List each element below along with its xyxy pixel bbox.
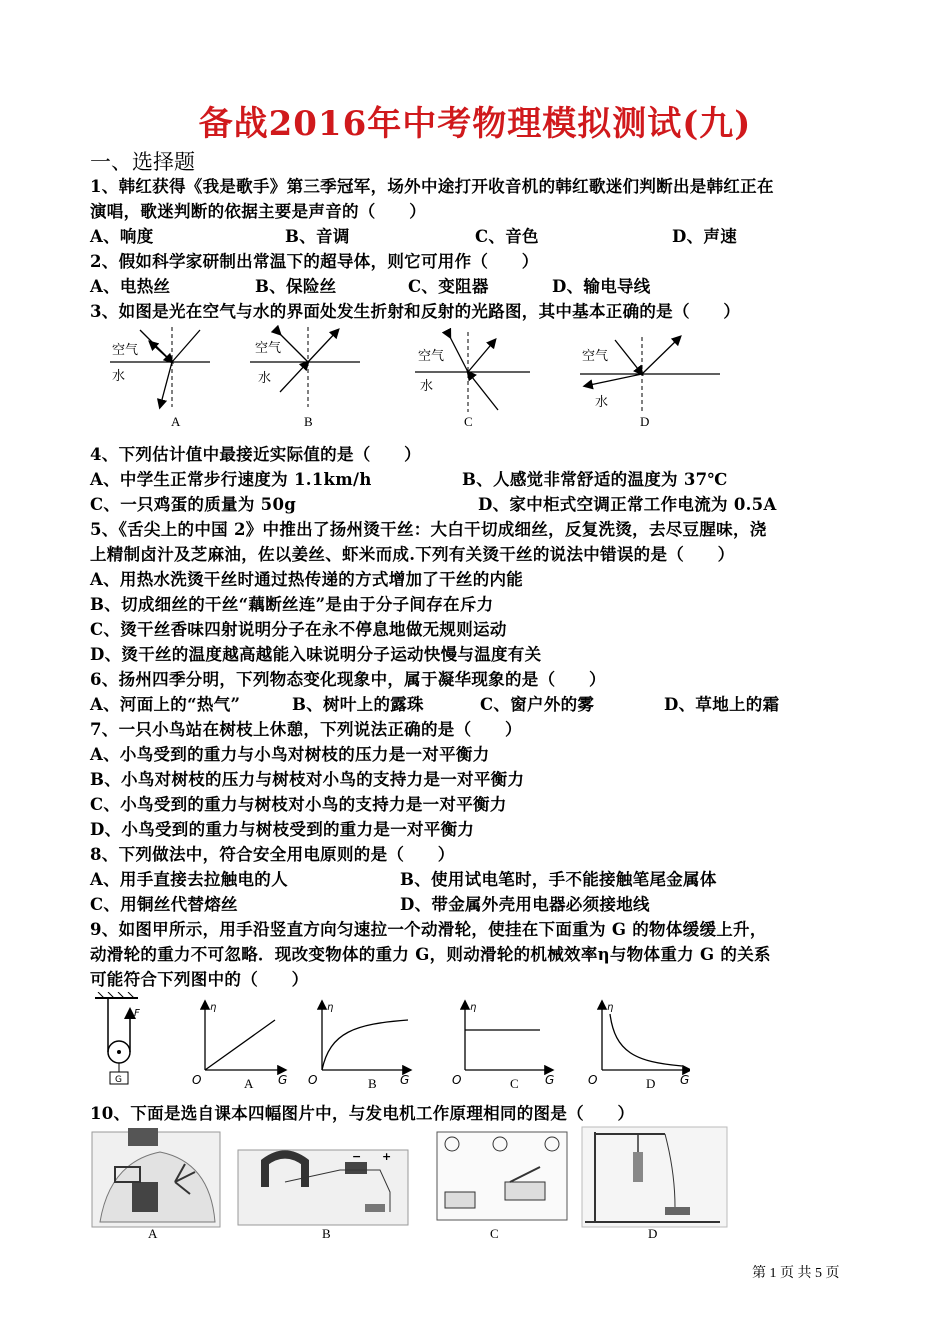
q3-b-air-label: 空气 <box>255 341 282 356</box>
q7-option-c: C、小鸟受到的重力与树枝对小鸟的支持力是一对平衡力 <box>90 795 507 814</box>
q6-options <box>90 691 870 713</box>
q9-c-g: G <box>545 1073 555 1087</box>
q9-label-d: D <box>646 1076 656 1091</box>
svg-text:−: − <box>352 1150 362 1163</box>
q8-option-b: B、使用试电笔时，手不能接触笔尾金属体 <box>400 870 717 889</box>
q9-label-a: A <box>244 1076 254 1091</box>
q5-stem-line2: 上精制卤汁及芝麻油，佐以姜丝、虾米而成.下列有关烫干丝的说法中错误的是（ ） <box>90 545 735 564</box>
q3-figure-c <box>415 332 530 412</box>
q1-options <box>90 223 870 245</box>
q10-label-a: A <box>148 1226 158 1241</box>
q9-d-origin: O <box>588 1073 598 1087</box>
q7-option-b: B、小鸟对树枝的压力与树枝对小鸟的支持力是一对平衡力 <box>90 770 525 789</box>
q3-c-water-label: 水 <box>420 379 434 394</box>
q9-c-origin: O <box>452 1073 462 1087</box>
q3-figure-a <box>110 327 210 407</box>
q9-graph-b <box>308 1002 410 1087</box>
q9-pulley-f-label: F <box>134 1008 140 1019</box>
q9-b-g: G <box>400 1073 410 1087</box>
q4-option-c: C、一只鸡蛋的质量为 50g <box>90 495 297 514</box>
q2-option-a: A、电热丝 <box>90 277 171 296</box>
q10-stem: 10、下面是选自课本四幅图片中，与发电机工作原理相同的图是（ ） <box>90 1104 635 1123</box>
q4-options-row1 <box>90 466 870 488</box>
section-heading: 一、选择题 <box>90 150 195 174</box>
q9-a-eta: η <box>210 1002 217 1013</box>
q9-d-g: G <box>680 1073 690 1087</box>
q1-stem-line1: 1、韩红获得《我是歌手》第三季冠军，场外中途打开收音机的韩红歌迷们判断出是韩红正在 <box>90 177 774 196</box>
q3-a-air-label: 空气 <box>112 343 139 358</box>
q3-stem: 3、如图是光在空气与水的界面处发生折射和反射的光路图，其中基本正确的是（ ） <box>90 302 741 321</box>
q1-option-d: D、声速 <box>672 227 738 246</box>
q3-label-d: D <box>640 414 650 429</box>
page-number-footer: 第 1 页 共 5 页 <box>752 1266 840 1281</box>
q4-option-d: D、家中柜式空调正常工作电流为 0.5A <box>478 495 777 514</box>
q3-label-b: B <box>304 414 313 429</box>
q8-options-row1 <box>90 866 870 888</box>
q9-graph-c <box>452 1002 554 1087</box>
q6-option-b: B、树叶上的露珠 <box>292 695 424 714</box>
q9-graph-a <box>192 1002 287 1087</box>
q9-d-eta: η <box>607 1002 614 1013</box>
q3-figure-d <box>580 337 720 412</box>
q9-stem-line1: 9、如图甲所示，用手沿竖直方向匀速拉一个动滑轮，使挂在下面重为 G 的物体缓缓上升， <box>90 920 767 939</box>
q9-b-eta: η <box>327 1002 334 1013</box>
q8-option-a: A、用手直接去拉触电的人 <box>90 870 288 889</box>
q10-label-c: C <box>490 1226 499 1241</box>
q4-options-row2 <box>90 491 870 513</box>
q9-a-g: G <box>278 1073 288 1087</box>
q2-option-c: C、变阻器 <box>408 277 489 296</box>
q9-b-origin: O <box>308 1073 318 1087</box>
q6-option-d: D、草地上的霜 <box>664 695 780 714</box>
q10-figure-c <box>437 1132 567 1220</box>
q9-pulley-figure <box>95 992 140 1085</box>
q9-label-b: B <box>368 1076 377 1091</box>
q3-a-water-label: 水 <box>112 369 126 384</box>
q5-option-b: B、切成细丝的干丝“藕断丝连”是由于分子间存在斥力 <box>90 595 494 614</box>
q1-stem-line2: 演唱，歌迷判断的依据主要是声音的（ ） <box>90 202 426 221</box>
q1-option-b: B、音调 <box>285 227 350 246</box>
q6-stem: 6、扬州四季分明，下列物态变化现象中，属于凝华现象的是（ ） <box>90 670 606 689</box>
q3-c-air-label: 空气 <box>418 349 445 364</box>
q7-option-d: D、小鸟受到的重力与树枝受到的重力是一对平衡力 <box>90 820 475 839</box>
q3-b-water-label: 水 <box>258 371 272 386</box>
q8-stem: 8、下列做法中，符合安全用电原则的是（ ） <box>90 845 455 864</box>
q4-option-b: B、人感觉非常舒适的温度为 37℃ <box>462 470 728 489</box>
q7-option-a: A、小鸟受到的重力与小鸟对树枝的压力是一对平衡力 <box>90 745 490 764</box>
q10-figure-b <box>238 1150 408 1225</box>
q4-option-a: A、中学生正常步行速度为 1.1km/h <box>90 470 372 489</box>
q9-graph-d <box>588 1002 690 1087</box>
q3-figure-b <box>250 327 360 407</box>
q5-option-a: A、用热水洗烫干丝时通过热传递的方式增加了干丝的内能 <box>90 570 524 589</box>
q5-stem-line1: 5、《舌尖上的中国 2》中推出了扬州烫干丝：大白干切成细丝，反复洗烫，去尽豆腥味，浇 <box>90 520 767 539</box>
q3-d-air-label: 空气 <box>582 349 609 364</box>
q1-option-a: A、响度 <box>90 227 154 246</box>
q6-option-c: C、窗户外的雾 <box>480 695 595 714</box>
q9-stem-line2: 动滑轮的重力不可忽略．现改变物体的重力 G，则动滑轮的机械效率η与物体重力 G 的关系 <box>90 945 771 964</box>
q9-figures <box>90 992 690 1092</box>
q6-option-a: A、河面上的“热气” <box>90 695 241 714</box>
q10-figures <box>90 1122 730 1232</box>
q9-stem-line3: 可能符合下列图中的（ ） <box>90 970 309 989</box>
q3-label-c: C <box>464 414 473 429</box>
q8-options-row2 <box>90 891 870 913</box>
q5-option-c: C、烫干丝香味四射说明分子在永不停息地做无规则运动 <box>90 620 507 639</box>
q2-option-d: D、输电导线 <box>552 277 651 296</box>
q8-option-c: C、用铜丝代替熔丝 <box>90 895 238 914</box>
q9-pulley-g-label: G <box>115 1075 122 1085</box>
q4-stem: 4、下列估计值中最接近实际值的是（ ） <box>90 445 421 464</box>
page-title: 备战2016年中考物理模拟测试(九) <box>198 104 752 144</box>
q2-stem: 2、假如科学家研制出常温下的超导体，则它可用作（ ） <box>90 252 539 271</box>
q10-figure-d <box>582 1127 727 1227</box>
q9-a-origin: O <box>192 1073 202 1087</box>
q10-label-b: B <box>322 1226 331 1241</box>
q3-d-water-label: 水 <box>595 395 609 410</box>
q7-stem: 7、一只小鸟站在树枝上休憩，下列说法正确的是（ ） <box>90 720 522 739</box>
q10-figure-a <box>92 1128 220 1227</box>
q3-label-a: A <box>171 414 181 429</box>
q9-label-c: C <box>510 1076 519 1091</box>
q10-label-d: D <box>648 1226 658 1241</box>
q9-c-eta: η <box>470 1002 477 1013</box>
q5-option-d: D、烫干丝的温度越高越能入味说明分子运动快慢与温度有关 <box>90 645 542 664</box>
q1-option-c: C、音色 <box>475 227 539 246</box>
q8-option-d: D、带金属外壳用电器必须接地线 <box>400 895 650 914</box>
svg-text:+: + <box>382 1150 392 1163</box>
q2-options <box>90 273 870 295</box>
q3-light-path-figures <box>90 322 730 432</box>
q2-option-b: B、保险丝 <box>255 277 337 296</box>
